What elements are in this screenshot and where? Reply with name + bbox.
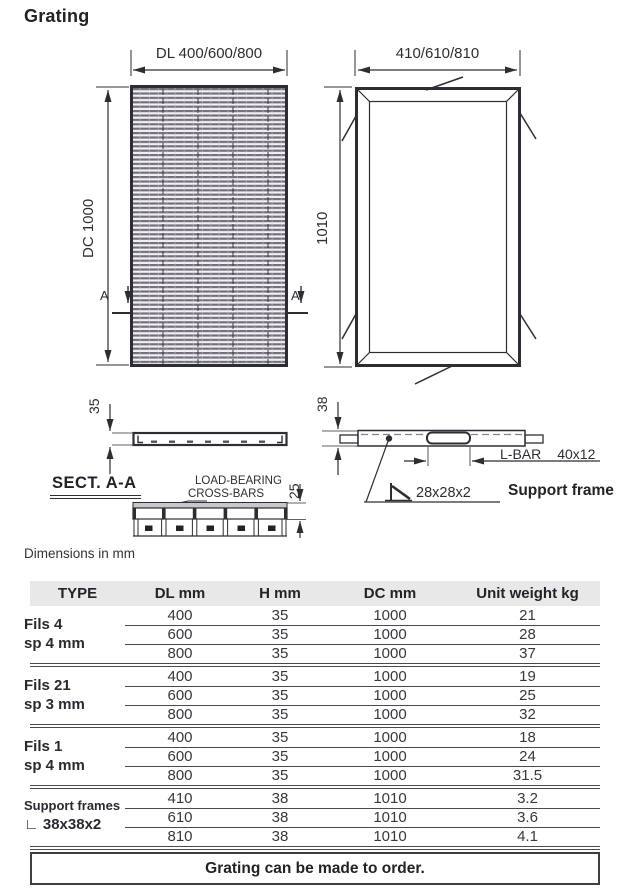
table-cell: 800 — [167, 706, 193, 723]
table-cell: 1000 — [373, 747, 407, 765]
row-group-label — [24, 676, 85, 714]
l-bar-label: L-BAR 40x12 — [500, 446, 596, 462]
table-cell: 24 — [519, 747, 536, 765]
table-cell: 35 — [271, 728, 289, 746]
table-cell: 1000 — [373, 706, 407, 723]
table-cell: 38 — [271, 808, 289, 826]
group-type-line: sp 4 mm — [24, 635, 85, 652]
table-cell: 35 — [271, 706, 289, 723]
callout-line-1: LOAD-BEARING — [195, 475, 282, 487]
row-group-label — [24, 737, 85, 775]
section-marker-left: A — [100, 288, 109, 303]
table-cell: 600 — [167, 686, 193, 704]
table-cell: 28 — [519, 625, 536, 643]
spec-table — [24, 581, 600, 850]
section-aa-title: SECT. A-A — [50, 474, 141, 499]
table-row — [30, 705, 600, 724]
footer-note: Grating can be made to order. — [205, 859, 425, 877]
cross-bar-sections — [145, 526, 276, 532]
cross-bars-callout — [188, 475, 282, 500]
dimensions-note: Dimensions in mm — [24, 546, 136, 561]
row-cells — [125, 625, 600, 645]
frame-height-dimension: 1010 — [314, 211, 331, 245]
table-cell: 35 — [271, 606, 289, 624]
row-cells — [125, 747, 600, 767]
l-bar-shape — [427, 433, 470, 444]
row-cells — [125, 766, 600, 785]
group-type-line: Support frames — [24, 798, 121, 813]
group-type-line: Fils 4 — [24, 616, 63, 633]
frame-drawing — [324, 50, 536, 384]
table-cell: 35 — [271, 686, 289, 704]
table-row — [30, 606, 600, 625]
table-cell: 37 — [519, 645, 536, 662]
page-title: Grating — [24, 6, 90, 26]
table-cell: 35 — [271, 667, 289, 685]
column-header-h: H mm — [259, 585, 301, 602]
table-cell: 1000 — [373, 606, 407, 624]
table-cell: 800 — [167, 767, 193, 784]
row-cells — [125, 686, 600, 706]
panel-width-dimension: DL 400/600/800 — [155, 45, 263, 62]
table-cell: 400 — [167, 667, 193, 685]
table-bottom-rule — [30, 846, 600, 850]
mitre-corners — [358, 90, 518, 364]
table-cell: 1010 — [373, 789, 407, 807]
mesh-panel — [132, 87, 287, 366]
support-thickness-dimension: 38 — [314, 396, 330, 412]
table-cell: 4.1 — [517, 828, 538, 845]
table-cell: 600 — [167, 747, 193, 765]
bearing-bar-height-dimension: 25 — [286, 483, 302, 499]
group-type-line: sp 3 mm — [24, 696, 85, 713]
table-group — [24, 789, 600, 846]
table-cell: 1010 — [373, 828, 407, 845]
table-cell: 1000 — [373, 625, 407, 643]
side-profile-drawing — [110, 404, 287, 474]
table-row — [30, 644, 600, 663]
table-cell: 3.6 — [517, 808, 538, 826]
footer-note-box — [30, 852, 600, 885]
row-cells — [125, 644, 600, 663]
row-cells — [125, 667, 600, 687]
panel-height-dimension: DC 1000 — [80, 198, 97, 258]
table-cell: 31.5 — [512, 767, 543, 784]
table-cell: 1010 — [373, 808, 407, 826]
row-cells — [125, 789, 600, 809]
table-cell: 1000 — [373, 686, 407, 704]
table-cell: 35 — [271, 645, 289, 662]
table-body — [24, 606, 600, 850]
table-cell: 25 — [519, 686, 536, 704]
table-row — [30, 728, 600, 747]
grating-panel-drawing — [96, 50, 308, 366]
table-cell: 19 — [519, 667, 536, 685]
row-group-label — [24, 796, 120, 834]
table-cell: 610 — [167, 808, 193, 826]
group-type-line: sp 4 mm — [24, 757, 85, 774]
frame-width-dimension: 410/610/810 — [395, 45, 480, 62]
table-cell: 35 — [271, 767, 289, 784]
table-cell: 32 — [519, 706, 536, 723]
row-cells — [125, 705, 600, 724]
callout-line-2: CROSS-BARS — [188, 487, 265, 500]
table-cell: 400 — [167, 606, 193, 624]
table-cell: 600 — [167, 625, 193, 643]
row-cells — [125, 827, 600, 846]
table-row — [30, 766, 600, 785]
table-cell: 410 — [167, 789, 193, 807]
table-cell: 800 — [167, 645, 193, 662]
group-type-line: Fils 1 — [24, 738, 63, 755]
column-header-weight: Unit weight kg — [476, 585, 579, 602]
row-cells — [125, 606, 600, 626]
table-cell: 3.2 — [517, 789, 538, 807]
support-frame-label: Support frame — [508, 482, 614, 499]
table-cell: 1000 — [373, 645, 407, 662]
table-row — [30, 747, 600, 766]
group-type-line: ∟ 38x38x2 — [24, 816, 102, 833]
row-cells — [125, 808, 600, 828]
profile-thickness-dimension: 35 — [86, 398, 102, 414]
table-cell: 38 — [271, 828, 289, 845]
table-row — [30, 686, 600, 705]
table-cell: 1000 — [373, 667, 407, 685]
angle-profile-icon — [385, 483, 412, 501]
table-cell: 35 — [271, 625, 289, 643]
table-group — [24, 606, 600, 663]
table-cell: 21 — [519, 606, 536, 624]
column-header-dl: DL mm — [154, 585, 206, 602]
table-cell: 35 — [271, 747, 289, 765]
table-row — [30, 667, 600, 686]
table-cell: 400 — [167, 728, 193, 746]
group-type-line: Fils 21 — [24, 677, 71, 694]
table-cell: 1000 — [373, 767, 407, 784]
section-marker-right: A — [291, 288, 300, 303]
table-group — [24, 728, 600, 785]
column-header-type: TYPE — [57, 585, 98, 602]
column-header-dc: DC mm — [363, 585, 417, 602]
row-group-label — [24, 615, 85, 653]
angle-size-label: 28x28x2 — [416, 485, 471, 501]
table-row — [30, 625, 600, 644]
table-cell: 810 — [167, 828, 193, 845]
table-cell: 1000 — [373, 728, 407, 746]
table-header-row — [30, 581, 600, 606]
table-cell: 38 — [271, 789, 289, 807]
table-cell: 18 — [519, 728, 536, 746]
table-group — [24, 667, 600, 724]
row-cells — [125, 728, 600, 748]
